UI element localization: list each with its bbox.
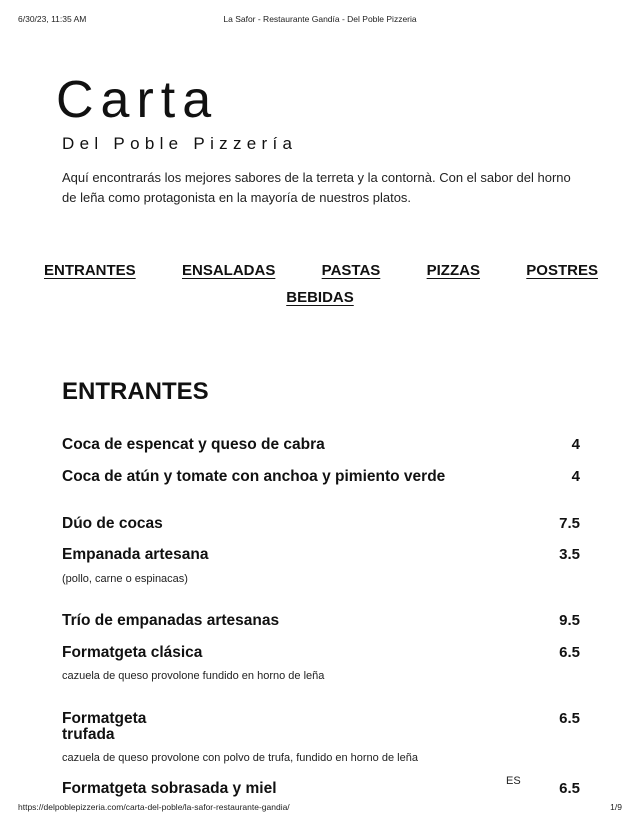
print-header [18,14,622,26]
print-page-number: 1/9 [610,802,622,812]
menu-item-description: (pollo, carne o espinacas) [62,573,188,585]
menu-item-name: Coca de atún y tomate con anchoa y pimiento verde [62,468,446,485]
menu-item-description: cazuela de queso provolone fundido en horno de leña [62,670,325,682]
category-link-pastas[interactable]: PASTAS [321,262,381,279]
menu-item-name: Formatgeta sobrasada y miel [62,780,277,797]
menu-item-name: Trío de empanadas artesanas [62,612,280,629]
menu-item-description: cazuela de queso provolone con polvo de trufa, fundido en horno de leña [62,752,418,764]
menu-item-name: Coca de espencat y queso de cabra [62,436,325,453]
menu-item-price: 7.5 [559,515,580,532]
print-timestamp: 6/30/23, 11:35 AM [18,14,87,24]
section-title: ENTRANTES [62,378,209,405]
category-link-postres[interactable]: POSTRES [526,262,598,279]
menu-item-price: 6.5 [559,780,580,797]
print-url: https://delpoblepizzeria.com/carta-del-poble/la-safor-restaurante-gandia/ [18,802,290,812]
print-footer [18,802,622,814]
print-page-title: La Safor - Restaurante Gandía - Del Poble Pizzeria [223,14,417,24]
menu-item-price: 9.5 [559,612,580,629]
menu-title: Carta [56,71,219,129]
menu-item-price: 4 [571,468,580,485]
language-switch[interactable]: ES [506,775,521,787]
category-link-ensaladas[interactable]: ENSALADAS [182,262,276,279]
menu-item-price: 4 [571,436,580,453]
restaurant-name: Del Poble Pizzería [62,134,298,153]
category-nav [20,262,620,307]
category-link-pizzas[interactable]: PIZZAS [426,262,480,279]
menu-item-price: 3.5 [559,546,580,563]
menu-item-name: Formatgeta clásica [62,644,203,661]
category-link-bebidas[interactable]: BEBIDAS [286,289,354,306]
menu-item-name: Formatgeta trufada [62,710,147,743]
menu-item-name: Dúo de cocas [62,515,163,532]
category-link-entrantes[interactable]: ENTRANTES [44,262,136,279]
menu-item-price: 6.5 [559,644,580,661]
intro-text: Aquí encontrarás los mejores sabores de la terreta y la contornà. Con el sabor del horno de leña como protagonista en la mayoría de nuestros platos. [62,170,571,205]
menu-item-name: Empanada artesana [62,546,209,563]
menu-item-price: 6.5 [559,710,580,727]
